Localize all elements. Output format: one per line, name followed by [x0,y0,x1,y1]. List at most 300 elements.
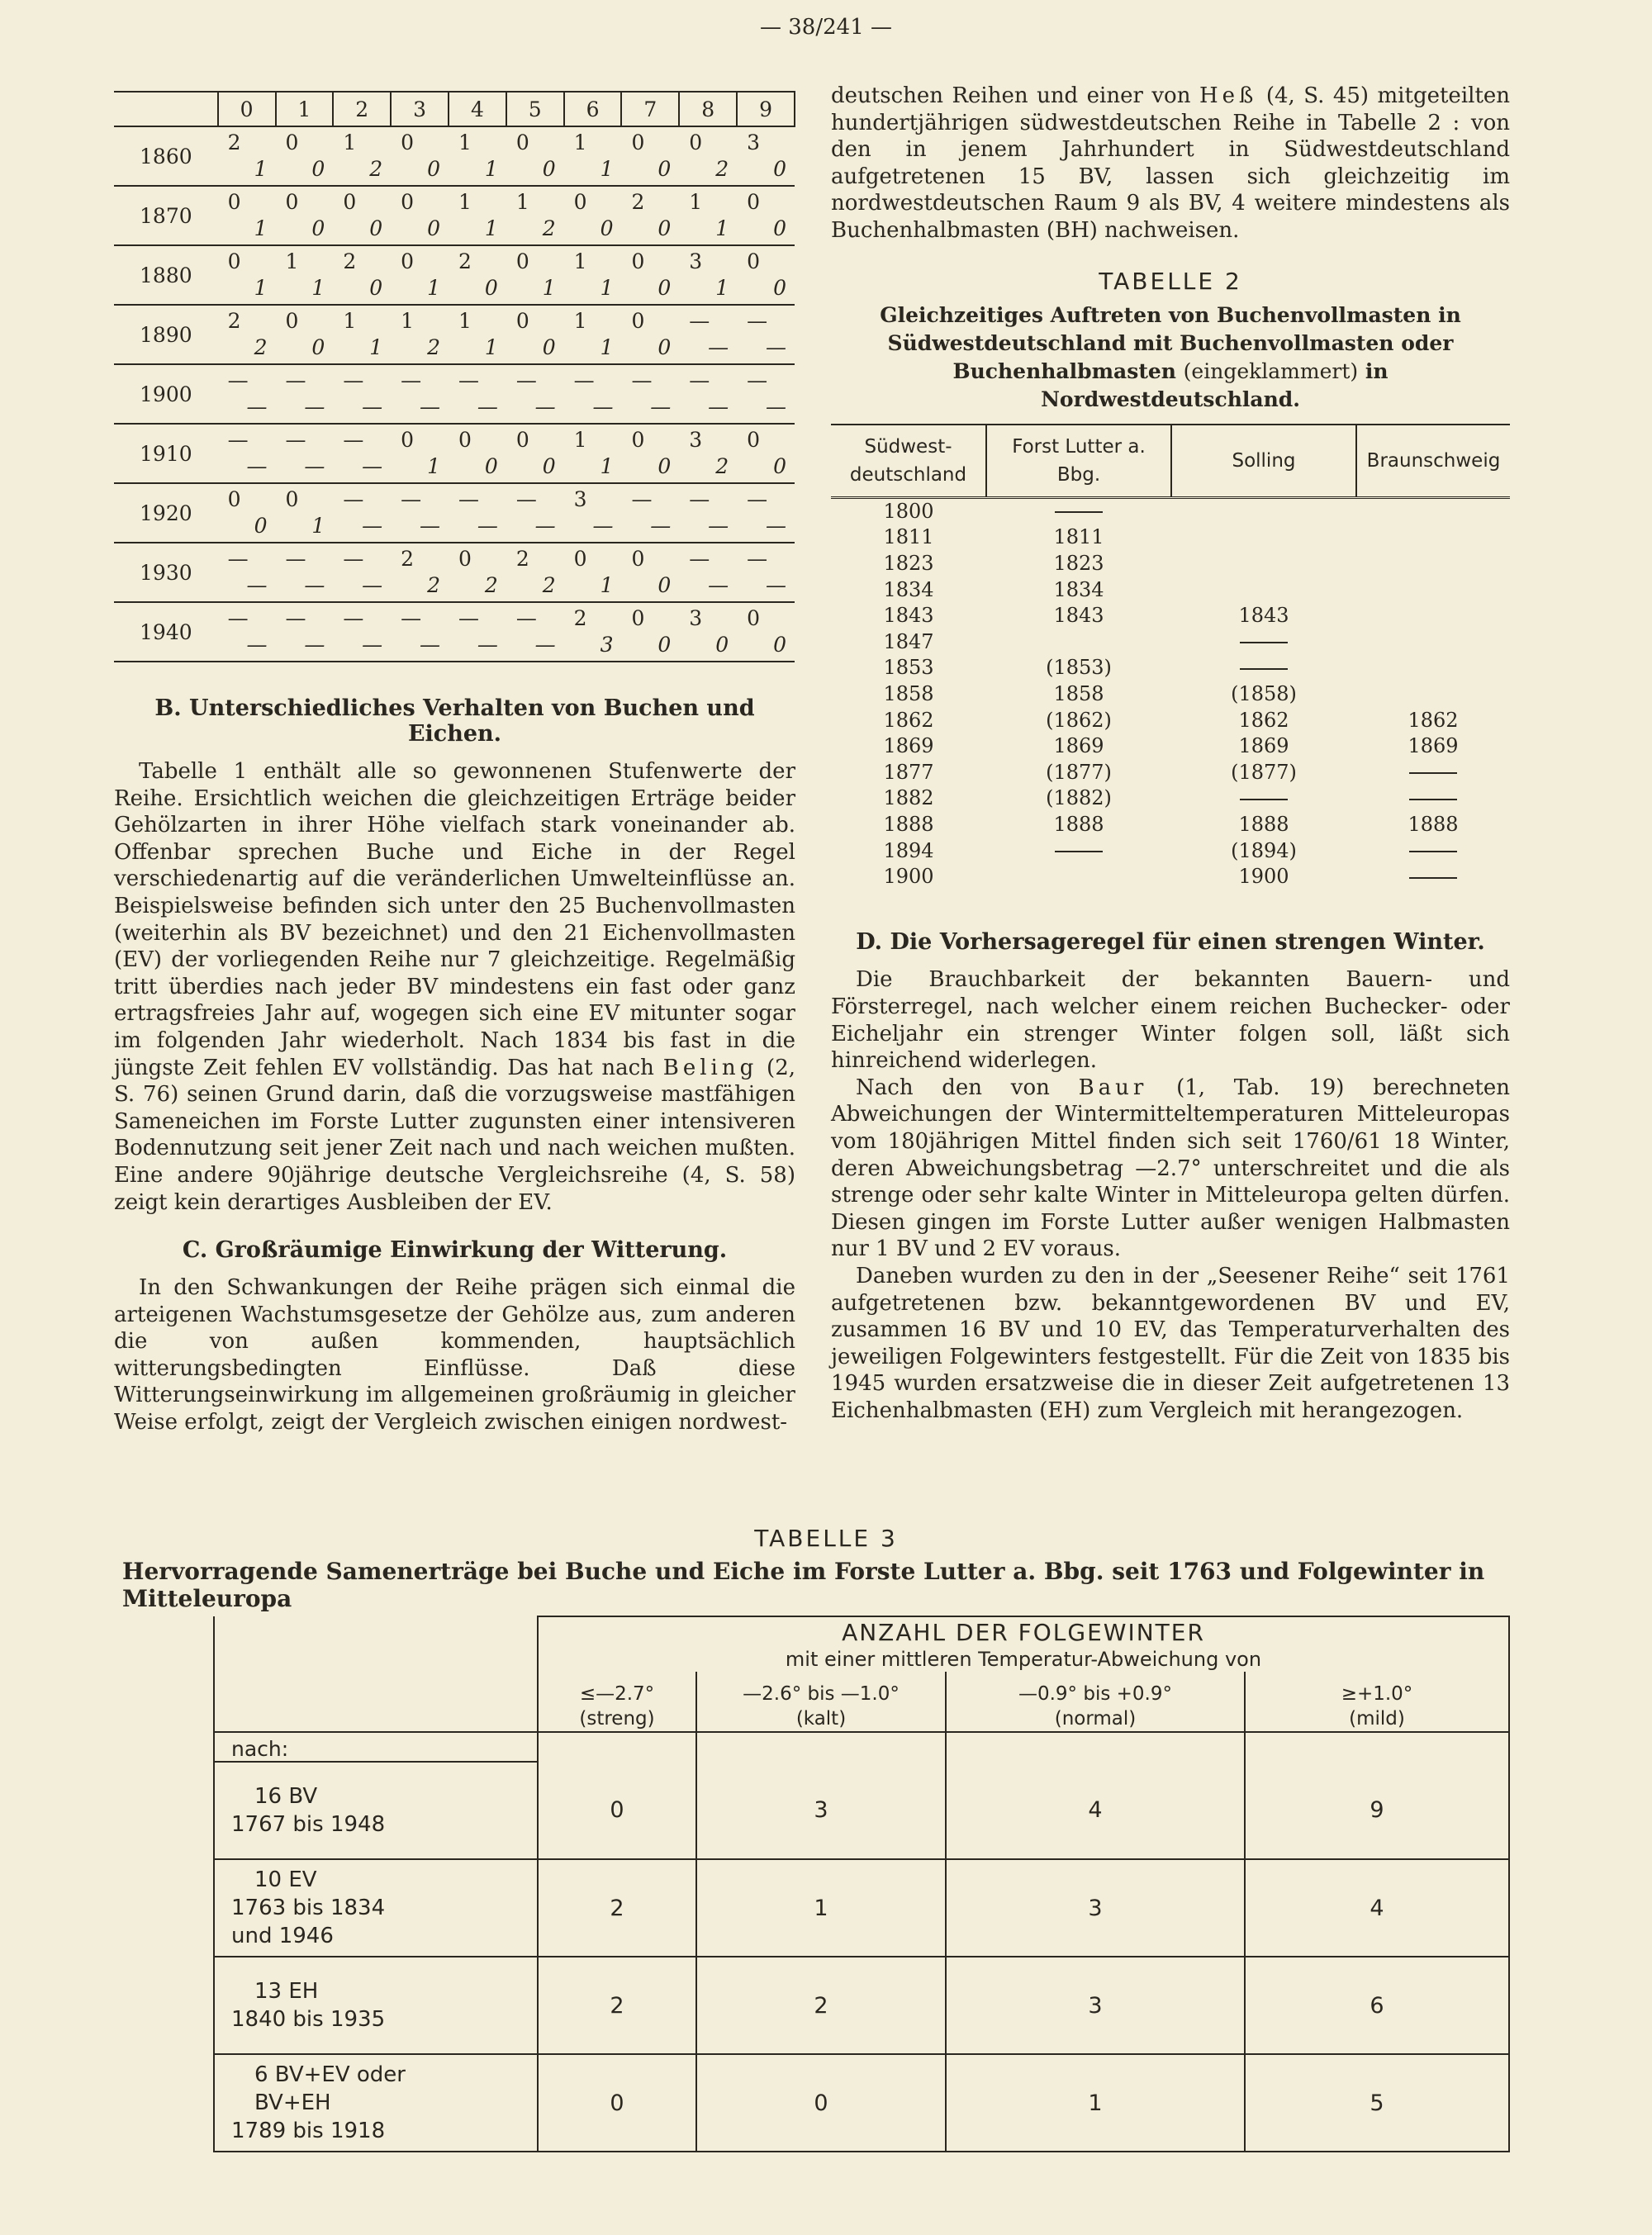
table-1-beech-value: — [689,547,710,571]
table-1-cell [333,186,391,245]
table-3-category-range: —2.6° bis —1.0° [743,1683,900,1705]
table-2-cell [1171,681,1356,708]
table-1-beech-value: — [689,487,710,511]
table-1-beech-value: 1 [401,309,415,333]
table-1-beech-value: 1 [285,249,299,273]
section-b-paragraph: Tabelle 1 enthält alle so gewonnenen Stufenwerte der Reihe. Ersichtlich weichen die gleichzeitigen Erträge beider Gehölzarten in ihrer Höhe vielfach stark voneinander ab. Offenbar sprechen Buche und Eiche in der Regel verschiedenartig auf die veränderlichen Umwelteinflüsse an. Beispielsweise befinden sich unter den 25 Buchenvollmasten (weiterhin als BV bezeichnet) und den 21 Eichenvollmasten (EV) der vorliegenden Reihe nur 7 gleichzeitige. Regelmäßig tritt überdies nach jeder BV mindestens ein fast oder ganz ertragsfreies Jahr auf, wogegen sich eine EV mitunter sogar im folgenden Jahr wiederholt. Nach 1834 bis fast in die jüngste Zeit fehlen EV vollständig. Das hat nach Beling (2, S. 76) seinen Grund darin, daß die vorzugsweise mastfähigen Sameneichen im Forste Lutter zugunsten einer intensiveren Bodennutzung seit jener Zeit nach und nach weichen mußten. Eine andere 90jährige deutsche Vergleichsreihe (4, S. 58) zeigt kein derartiges Ausbleiben der EV. [114,759,795,1215]
table-1-cell [679,483,737,543]
table-2-cell [1171,524,1356,551]
table-1-beech-value: 0 [631,130,645,154]
table-2-cell [986,681,1171,708]
table-2-value: 1862 [1238,708,1289,732]
table-1-cell [679,364,737,424]
table-1-beech-value: 0 [458,547,472,571]
table-3-row-label [214,1957,538,2054]
table-2-row [831,497,1510,524]
table-1-cell [333,483,391,543]
table-2-value: 1858 [883,682,934,706]
section-d-paragraph-2: Nach den von Baur (1, Tab. 19) berechneten Abweichungen der Wintermitteltemperaturen Mitteleuropas vom 180jährigen Mittel finden sich seit 1760/61 18 Winter, deren Abweichungsbetrag —2.7° unterschreitet und die als strenge oder sehr kalte Winter in Mitteleuropa gelten dürfen. Diesen gingen im Forste Lutter außer wenigen Halbmasten nur 1 BV und 2 EV voraus. [831,1075,1510,1262]
table-3-category-label: (kalt) [795,1708,847,1730]
table-1-beech-value: — [458,368,479,392]
table-1-cell [506,364,564,424]
table-1-oak-value: 1 [311,276,325,300]
table-3-value: 1 [946,2054,1245,2152]
table-1-oak-value: — [477,514,498,538]
table-2-cell [986,577,1171,603]
table-3-spacer [946,1732,1245,1762]
table-1-beech-value: — [515,606,537,630]
table-1-oak-value: — [362,573,383,597]
table-1-oak-value: — [534,514,556,538]
table-1-cell [218,364,276,424]
table-1-oak-value: 0 [311,157,325,181]
table-1-column-header: 9 [737,92,795,126]
table-1-row [114,543,795,602]
table-3-category-label: (mild) [1349,1708,1405,1730]
table-1-oak-value: 3 [600,633,614,657]
table-2-cell [831,733,986,760]
table-3-value: 0 [696,2054,946,2152]
table-1-oak-value: — [708,573,729,597]
table-1-cell [449,483,506,543]
table-1-cell [449,186,506,245]
table-1-cell [506,186,564,245]
table-2-cell [1171,733,1356,760]
table-1-oak-value: 0 [657,157,672,181]
table-1-oak-value: 0 [542,454,556,478]
table-1-cell [564,126,622,186]
table-2-value: 1823 [883,552,934,576]
table-3-row [214,1859,1509,1957]
table-1-oak-value: — [246,633,268,657]
table-2-value: (1894) [1231,838,1297,862]
table-3-value: 0 [538,2054,696,2152]
table-1-oak-value: — [246,395,268,419]
table-3-value: 9 [1245,1762,1509,1859]
table-1-oak-value: 2 [427,573,440,597]
table-1-cell [276,424,334,483]
table-1-cell [391,424,449,483]
table-1-beech-value: 0 [285,487,299,511]
table-2-cell [831,838,986,864]
table-1-oak-value: — [419,395,440,419]
table-3-row-label-line: 6 BV+EV oder [254,2062,406,2087]
table-1-beech-value: — [285,606,306,630]
table-2-cell [1356,524,1510,551]
table-1-cell [564,245,622,305]
table-1-beech-value: 3 [689,249,703,273]
table-3-head-main: ANZAHL DER FOLGEWINTER [538,1616,1509,1647]
table-1-oak-value: 1 [600,276,614,300]
table-1-column-header: 0 [218,92,276,126]
table-1-row [114,186,795,245]
table-1-oak-value: 1 [484,157,498,181]
table-1-beech-value: 2 [631,190,645,214]
table-3-row-label-line: BV+EH [254,2090,331,2115]
table-1-column-header: 2 [333,92,391,126]
table-2-value: (1877) [1231,760,1297,784]
table-1-cell [506,126,564,186]
table-1-oak-value: — [766,335,786,359]
table-1-beech-value: 0 [515,130,529,154]
table-1-column-header: 8 [679,92,737,126]
table-1-oak-value: 1 [427,276,440,300]
table-1-cell [333,424,391,483]
table-2-row [831,838,1510,864]
table-1-cell [737,424,795,483]
table-2-cell [1356,760,1510,786]
table-1-cell [737,602,795,662]
table-2-cell [831,551,986,577]
table-2-value: 1888 [1053,812,1104,836]
table-1-oak-value: — [477,395,498,419]
table-3-category-header [1245,1672,1509,1732]
table-1-beech-value: — [401,368,422,392]
table-1-cell [679,602,737,662]
table-1-cell [276,305,334,364]
table-2-value: (1862) [1046,708,1112,732]
table-2-value: 1900 [883,865,934,889]
table-2-cell [986,812,1171,838]
table-1-oak-value: 0 [542,157,556,181]
table-3-row-label-line: 1789 bis 1918 [231,2119,386,2143]
table-1-cell [679,126,737,186]
table-2-cell [1356,577,1510,603]
table-3-row-label [214,1859,538,1957]
table-1-cell [621,186,679,245]
table-2-cell [831,497,986,524]
left-column [114,91,795,1436]
table-2-value: (1858) [1231,682,1297,706]
table-1-cell [276,543,334,602]
table-1-column-header: 4 [449,92,506,126]
table-1-beech-value: — [573,368,595,392]
table-1-cell [391,543,449,602]
section-d-heading: D. Die Vorhersageregel für einen strengen Winter. [856,929,1485,956]
table-1-cell [391,483,449,543]
table-1-cell [391,126,449,186]
table-1-oak-value: 0 [369,276,383,300]
table-1-cell [737,126,795,186]
table-1-oak-value: 0 [657,454,672,478]
table-2-cell [831,577,986,603]
table-1-cell [621,602,679,662]
table-1-beech-value: 1 [573,428,587,452]
table-3-category-range: —0.9° bis +0.9° [1018,1683,1173,1705]
table-1-cell [564,602,622,662]
table-2-row [831,785,1510,812]
table-1-beech-value: — [285,547,306,571]
table-1-oak-value: 1 [600,573,614,597]
table-3-row-label-line: 10 EV [254,1867,317,1892]
table-1-beech-value: — [401,606,422,630]
right-column [831,83,1510,1425]
table-1-oak-value: 0 [657,276,672,300]
table-1-row [114,305,795,364]
table-2-cell [986,864,1171,890]
table-1-cell [218,245,276,305]
table-1-cell [391,186,449,245]
table-2-value: 1853 [883,656,934,680]
table-2-cell [1171,629,1356,656]
table-2-value: 1869 [883,734,934,758]
table-1-beech-value: — [631,487,653,511]
table-1-oak-value: — [708,395,729,419]
table-1-oak-value: 1 [542,276,556,300]
section-d-paragraph-3: Daneben wurden zu den in der „Seesener Reihe“ seit 1761 aufgetretenen bzw. bekanntgewordenen BV und EV, zusammen 16 BV und 10 EV, das Temperaturverhalten des jeweiligen Folgewinters festgestellt. Für die Zeit von 1835 bis 1945 wurden ersatzweise die in dieser Zeit aufgetretenen 13 Eichenhalbmasten (EH) zum Vergleich mit herangezogen. [831,1264,1510,1423]
table-1-cell [276,364,334,424]
table-1-beech-value: — [343,606,364,630]
table-1-beech-value: — [227,606,249,630]
table-3-row-label-line: 1840 bis 1935 [231,2007,386,2032]
table-1-beech-value: 0 [458,428,472,452]
table-1-beech-value: 0 [227,190,241,214]
table-1-year: 1860 [114,126,218,186]
table-1-oak-value: 0 [484,454,498,478]
table-1-beech-value: — [747,368,768,392]
table-1-cell [621,245,679,305]
table-1-cell [218,424,276,483]
table-2-cell [986,838,1171,864]
table-2-cell [831,603,986,629]
table-3-caption: Hervorragende Samenerträge bei Buche und Eiche im Forste Lutter a. Bbg. seit 1763 und Folgewinter in Mitteleuropa [122,1558,1485,1612]
table-1-beech-value: 0 [747,190,761,214]
table-1-cell [218,483,276,543]
table-2-cell [986,603,1171,629]
table-1-cell [564,186,622,245]
table-2-cell [1356,707,1510,733]
table-2-cell [1171,864,1356,890]
table-2-label: TABELLE 2 [1099,267,1242,295]
table-2-value: 1843 [1238,604,1289,628]
table-2-cell [986,551,1171,577]
table-1-oak-value: — [362,454,383,478]
section-d-paragraph-1: Die Brauchbarkeit der bekannten Bauern- und Försterregel, nach welcher einem reichen Buchecker- oder Eicheljahr ein strenger Winter folgen soll, läßt sich hinreichend widerlegen. [831,967,1510,1074]
table-1-oak-value: — [304,573,325,597]
table-1-beech-value: 1 [573,130,587,154]
table-3-nach-label: nach: [214,1732,538,1762]
table-1-year: 1900 [114,364,218,424]
table-2-cell [986,785,1171,812]
table-1-cell [449,424,506,483]
table-2-cell [831,655,986,681]
table-1-cell [218,305,276,364]
table-1-cell [449,126,506,186]
table-1-oak-value: 0 [484,276,498,300]
table-1-beech-value: — [458,606,479,630]
table-1-cell [564,483,622,543]
table-2-row [831,864,1510,890]
table-1-cell [391,305,449,364]
table-1-cell [621,424,679,483]
table-1-cell [506,305,564,364]
table-1-cell [333,602,391,662]
table-1-year: 1870 [114,186,218,245]
table-1-oak-value: 0 [773,454,786,478]
table-1-column-header: 6 [564,92,622,126]
table-1-cell [449,305,506,364]
table-2-row [831,603,1510,629]
table-1-beech-value: 2 [458,249,472,273]
table-1-year: 1910 [114,424,218,483]
table-2-value: (1853) [1046,656,1112,680]
table-1-beech-value: 1 [573,249,587,273]
table-1-beech-value: 0 [573,190,587,214]
table-2-value: (1882) [1046,786,1112,810]
table-1-oak-value: 0 [657,573,672,597]
table-3-category-label: (normal) [1054,1708,1137,1730]
table-1-cell [218,186,276,245]
table-1-beech-value: 1 [573,309,587,333]
table-1-oak-value: — [708,335,729,359]
table-1-beech-value: 2 [343,249,357,273]
table-1-beech-value: 2 [227,309,241,333]
table-1-oak-value: — [419,514,440,538]
table-2-value: 1888 [1238,812,1289,836]
table-1-oak-value: 1 [254,216,268,240]
table-1-beech-value: 1 [689,190,703,214]
table-2-header: Solling [1171,425,1356,498]
table-3-category-header [538,1672,696,1732]
table-1-beech-value: 0 [401,130,415,154]
table-1-cell [737,543,795,602]
table-3-row-label-line: 1763 bis 1834 [231,1896,386,1920]
table-1-cell [276,602,334,662]
table-1-oak-value: 1 [254,157,268,181]
table-1-cell [564,424,622,483]
table-2-cell [1171,760,1356,786]
table-1-beech-value: 0 [747,606,761,630]
table-1-oak-value: 0 [715,633,729,657]
table-3-spacer [1245,1732,1509,1762]
table-1-oak-value: — [362,395,383,419]
table-1-beech-value: 3 [689,606,703,630]
table-1-oak-value: 0 [657,335,672,359]
table-1-oak-value: 0 [600,216,614,240]
table-1-oak-value: — [650,514,672,538]
table-1-cell [564,305,622,364]
table-3-row-label-line: 1767 bis 1948 [231,1812,386,1837]
table-1-column-header: 5 [506,92,564,126]
table-1-beech-value: 0 [401,428,415,452]
table-1-oak-value: 2 [542,573,556,597]
table-3-row-label [214,1762,538,1859]
table-1-oak-value: 1 [715,216,729,240]
table-2-cell [1356,497,1510,524]
table-1-oak-value: — [592,395,614,419]
table-2-cell [831,785,986,812]
table-1-beech-value: — [401,487,422,511]
table-1-cell [333,126,391,186]
page-number: — 38/241 — [760,15,892,40]
table-1-cell [737,364,795,424]
table-1-cell [737,305,795,364]
table-1-oak-value: 0 [773,276,786,300]
table-2-value: 1894 [883,838,934,862]
table-2-cell [1356,838,1510,864]
table-1-beech-value: — [227,368,249,392]
table-1-oak-value: 2 [369,157,383,181]
table-2-cell [1171,577,1356,603]
table-2-value: 1800 [883,499,934,523]
table-1-beech-value: — [515,368,537,392]
table-1-oak-value: 1 [600,454,614,478]
table-2-row [831,629,1510,656]
table-3-category-range: ≥+1.0° [1341,1683,1413,1705]
table-2-cell [986,733,1171,760]
table-1-beech-value: 0 [285,309,299,333]
table-3-value: 2 [696,1957,946,2054]
table-1-oak-value: — [708,514,729,538]
table-3-head-sub: mit einer mittleren Temperatur-Abweichung von [538,1647,1509,1672]
table-1-beech-value: 3 [747,130,761,154]
table-3-value: 2 [538,1957,696,2054]
table-1-oak-value: 0 [427,157,440,181]
section-b-heading: B. Unterschiedliches Verhalten von Buchen und Eichen. [154,695,755,747]
table-2-header: Südwest-deutschland [831,425,986,498]
table-1-oak-value: 1 [600,335,614,359]
table-1-oak-value: 1 [600,157,614,181]
table-3-value: 5 [1245,2054,1509,2152]
table-3-value: 1 [696,1859,946,1957]
table-2-row [831,524,1510,551]
table-1-oak-value: 1 [484,216,498,240]
table-2-value: 1862 [883,708,934,732]
table-2-row [831,707,1510,733]
table-1-oak-value: 0 [369,216,383,240]
table-1-cell [218,543,276,602]
table-1-beech-value: 0 [631,309,645,333]
table-1-beech-value: 0 [573,547,587,571]
table-3-row-label-line: und 1946 [231,1924,334,1948]
table-1-oak-value: 1 [369,335,383,359]
table-1-year: 1930 [114,543,218,602]
table-1-beech-value: 0 [515,249,529,273]
table-1-beech-value: 0 [401,249,415,273]
table-2-cell [1356,864,1510,890]
table-1-row [114,126,795,186]
table-1-beech-value: 0 [401,190,415,214]
table-1-beech-value: 2 [573,606,587,630]
table-1-oak-value: 2 [427,335,440,359]
table-2-cell [1171,785,1356,812]
table-1-oak-value: — [362,514,383,538]
table-2-header: Forst Lutter a. Bbg. [986,425,1171,498]
table-2-cell [1356,655,1510,681]
table-1-cell [679,424,737,483]
table-3-row [214,2054,1509,2152]
table-1-cell [506,424,564,483]
table-1-oak-value: 2 [542,216,556,240]
table-1-beech-value: — [747,547,768,571]
table-1-cell [621,543,679,602]
table-2-value: 1869 [1408,734,1459,758]
table-3-category-header [946,1672,1245,1732]
table-3-corner [214,1616,538,1732]
table-2-value: 1823 [1053,552,1104,576]
table-2-value: 1869 [1238,734,1289,758]
table-1-oak-value: — [766,514,786,538]
table-2-cell [1356,785,1510,812]
table-1-column-header: 7 [621,92,679,126]
table-2-cell [1356,603,1510,629]
table-2-cell [1171,497,1356,524]
table-2-cell [1356,733,1510,760]
table-1-beech-value: 1 [458,190,472,214]
table-1-year: 1890 [114,305,218,364]
table-3-row-label-line: 13 EH [254,1979,319,2004]
table-3-value: 6 [1245,1957,1509,2054]
